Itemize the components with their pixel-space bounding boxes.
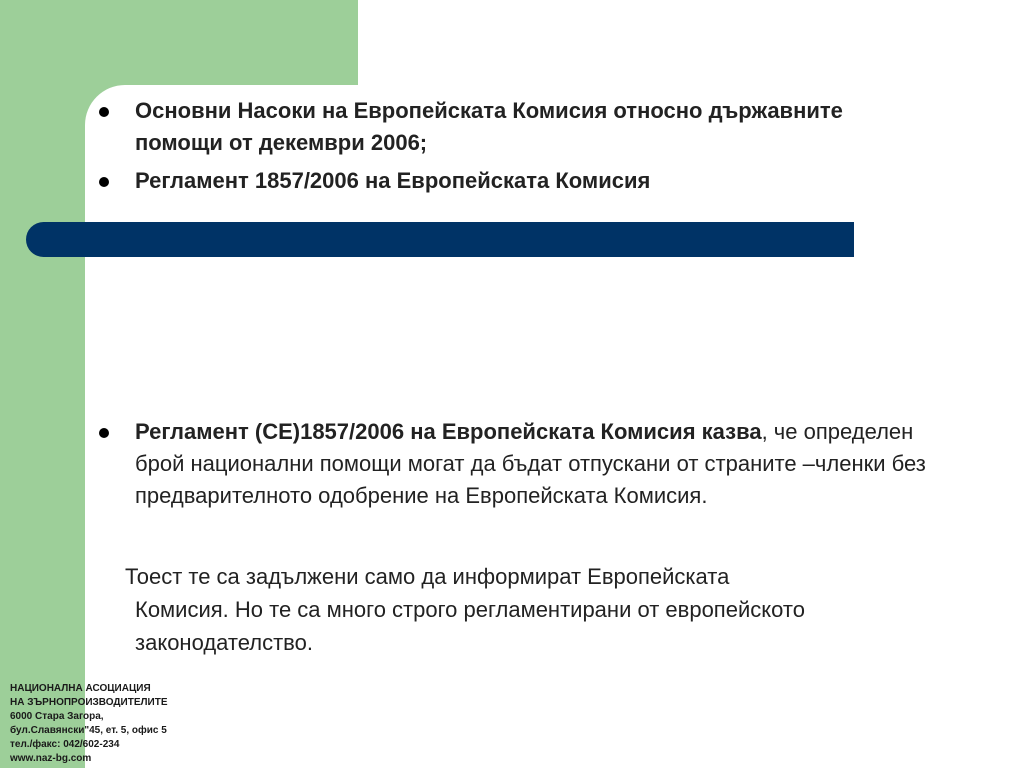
- green-top-block: [85, 0, 358, 85]
- bullet-normal-text: , че определен брой национални помощи могат да бъдат отпускани от страните –членки без предварителното одобрение на Европейската Комисия.: [135, 419, 926, 508]
- bullet-item-3: [95, 416, 955, 512]
- explanation-paragraph: [95, 560, 955, 659]
- bullet-dot-icon: [99, 107, 109, 117]
- footer-website: www.naz-bg.com: [10, 753, 92, 764]
- bottom-bullet-list: [95, 416, 955, 518]
- footer-line: НАЦИОНАЛНА АСОЦИАЦИЯ: [10, 683, 151, 694]
- bullet-dot-icon: [99, 428, 109, 438]
- bullet-text: Регламент 1857/2006 на Европейската Комисия: [135, 168, 651, 193]
- footer-line: бул.Славянски"45, ет. 5, офис 5: [10, 725, 167, 736]
- footer-line: тел./факс: 042/602-234: [10, 739, 120, 750]
- footer-line: НА ЗЪРНОПРОИЗВОДИТЕЛИТЕ: [10, 697, 168, 708]
- green-side-strip: [0, 0, 85, 768]
- bullet-text: Основни Насоки на Европейската Комисия относно държавните помощи от декември 2006;: [135, 98, 843, 155]
- footer-line: 6000 Стара Загора,: [10, 711, 104, 722]
- bullet-item-2: [95, 165, 895, 197]
- top-bullet-list: [95, 95, 895, 203]
- navy-divider-bar: [26, 222, 854, 257]
- paragraph-first-line: Тоест те са задължени само да информират Европейската: [125, 564, 730, 589]
- bullet-item-1: [95, 95, 895, 159]
- organization-footer: [10, 682, 270, 766]
- paragraph-rest: Комисия. Но те са много строго регламентирани от европейското законодателство.: [135, 597, 805, 655]
- bullet-bold-text: Регламент (СЕ)1857/2006 на Европейската Комисия казва: [135, 419, 762, 444]
- bullet-dot-icon: [99, 177, 109, 187]
